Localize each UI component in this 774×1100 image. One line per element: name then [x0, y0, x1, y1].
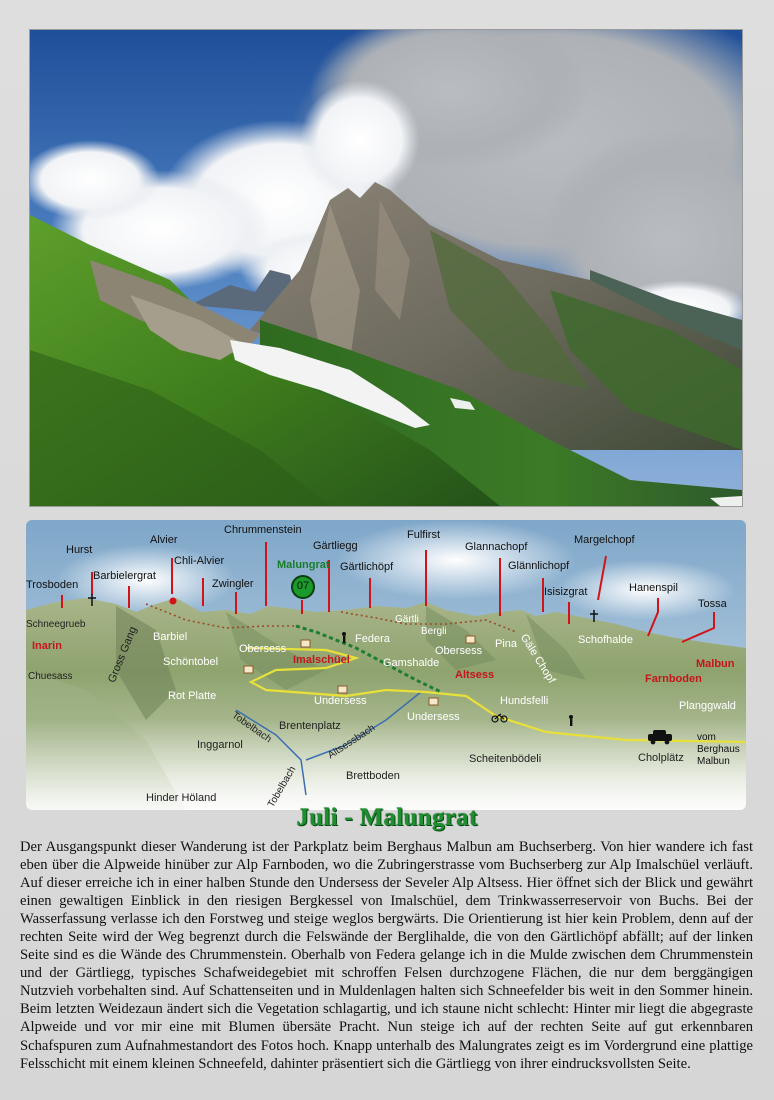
terrain-label: Pina: [495, 638, 518, 650]
terrain-label: Gäle Chopf: [517, 632, 558, 686]
terrain-label: Schöntobel: [163, 656, 219, 668]
peak-label-gaertlichoepf: Gärtlichöpf: [340, 561, 394, 573]
terrain-label: Rot Platte: [168, 690, 217, 702]
terrain-label: Barbiel: [153, 631, 188, 643]
terrain-label: Bergli: [421, 626, 447, 637]
terrain-label: Hinder Höland: [146, 792, 217, 804]
terrain-label: Obersess: [239, 643, 287, 655]
terrain-label: Inggarnol: [197, 739, 243, 751]
terrain-label: Gross Gang: [106, 625, 140, 685]
terrain-label: Gamshalde: [383, 657, 440, 669]
terrain-label: Gärtli: [395, 614, 419, 625]
peak-label-isisizgrat: Isisizgrat: [544, 586, 588, 598]
peak-label-chrummenstein: Chrummenstein: [224, 524, 302, 536]
terrain-label: Chuesass: [28, 671, 73, 682]
peak-label-hurst: Hurst: [66, 544, 93, 556]
peak-label-barbielergrat: Barbielergrat: [93, 570, 156, 582]
terrain-label: Tobelbach: [266, 764, 299, 810]
page-title: Juli - Malungrat: [296, 804, 478, 831]
terrain-label: Cholplätz: [638, 752, 684, 764]
place-label-altsess: Altsess: [455, 669, 495, 681]
place-label-malbun: Malbun: [696, 658, 735, 670]
peak-label-malungrat: Malungrat: [277, 559, 330, 571]
peak-label-fulfirst: Fulfirst: [407, 529, 440, 541]
place-label-farnboden: Farnboden: [645, 673, 702, 685]
peak-label-tossa: Tossa: [698, 598, 727, 610]
peak-label-margelchopf: Margelchopf: [574, 534, 635, 546]
peak-label-zwingler: Zwingler: [212, 578, 254, 590]
peak-label-trosboden: Trosboden: [26, 579, 79, 591]
start-label: vom Berghaus Malbun: [697, 732, 740, 767]
terrain-label: Schofhalde: [578, 634, 634, 646]
peak-label-glaennlichopf: Glännlichopf: [508, 560, 570, 572]
terrain-label: Obersess: [435, 645, 483, 657]
route-panorama-map: [26, 520, 746, 810]
terrain-label: Undersess: [314, 695, 367, 707]
terrain-label: Scheitenbödeli: [469, 753, 542, 765]
terrain-label: Brentenplatz: [279, 720, 341, 732]
terrain-label: Schneegrueb: [26, 619, 86, 630]
peak-label-gaertliegg: Gärtliegg: [313, 540, 358, 552]
terrain-label: Hundsfelli: [500, 695, 549, 707]
peak-label-chli-alvier: Chli-Alvier: [174, 555, 225, 567]
mountain-photo: [29, 29, 743, 507]
place-label-inarin: Inarin: [32, 640, 62, 652]
terrain-label: Planggwald: [679, 700, 736, 712]
terrain-label: Tobelbach: [229, 710, 274, 746]
terrain-label: Altsessbach: [326, 722, 378, 762]
peak-label-alvier: Alvier: [150, 534, 178, 546]
body-paragraph: Der Ausgangspunkt dieser Wanderung ist der Parkplatz beim Berghaus Malbun am Buchserberg. Von hier wandere ich fast eben über die Alpweide hinüber zur Alp Farnboden, wo die Zubringerstrasse vom Buchserberg zur Alp Imalschüel verläuft. Auf dieser erreiche ich in einer halben Stunde den Undersess der Seveler Alp Altsess. Hier öffnet sich der Blick und gewährt einen gewaltigen Einblick in den riesigen Bergkessel von Imalschüel, dem Trinkwasserreservoir von Buchs. Bei der Wasserfassung verlasse ich den Forstweg und steige weglos bergwärts. Die Orientierung ist hier kein Problem, denn auf der rechten Seite wird der Weg begrenzt durch die Felswände der Berglihalde, die von den Gärtlichöpf abfällt; auf der linken Seite sind es die Wände des Chrummenstein. Oberhalb von Federa gelange ich in die Mulde zwischen dem Chrummenstein und der Gärtliegg, typisches Schafweidegebiet mit schroffen Felsen durchzogene Flächen, die nur dem berggängigen Nutzvieh vorbehalten sind. Auf Schattenseiten und in Muldenlagen halten sich Schneefelder bis weit in den Sommer hinein. Beim letzten Weidezaun ändert sich die Vegetation schlagartig, und ich staune nicht schlecht: Hinter mir liegt die abgegraste Alpweide und vor mir eine mit Blumen übersäte Pracht. Nun steige ich auf der rechten Seite auf gut erkennbaren Schafspuren zum Aufnahmestandort des Fotos hoch. Knapp unterhalb des Malungrates zeigt es im Vordergrund eine plattige Felsschicht mit einem kleinen Schneefeld, dahinter präsentiert sich die Gärtliegg von ihrer eindrucksvollsten Seite.: [20, 839, 753, 1072]
peak-label-hanenspil: Hanenspil: [629, 582, 678, 594]
route-marker-number: 07: [296, 580, 310, 592]
place-label-imalschuel: Imalschüel: [293, 654, 350, 666]
peak-label-glannachopf: Glannachopf: [465, 541, 528, 553]
terrain-label: Federa: [355, 633, 390, 645]
terrain-label: Undersess: [407, 711, 460, 723]
terrain-label: Brettboden: [346, 770, 400, 782]
